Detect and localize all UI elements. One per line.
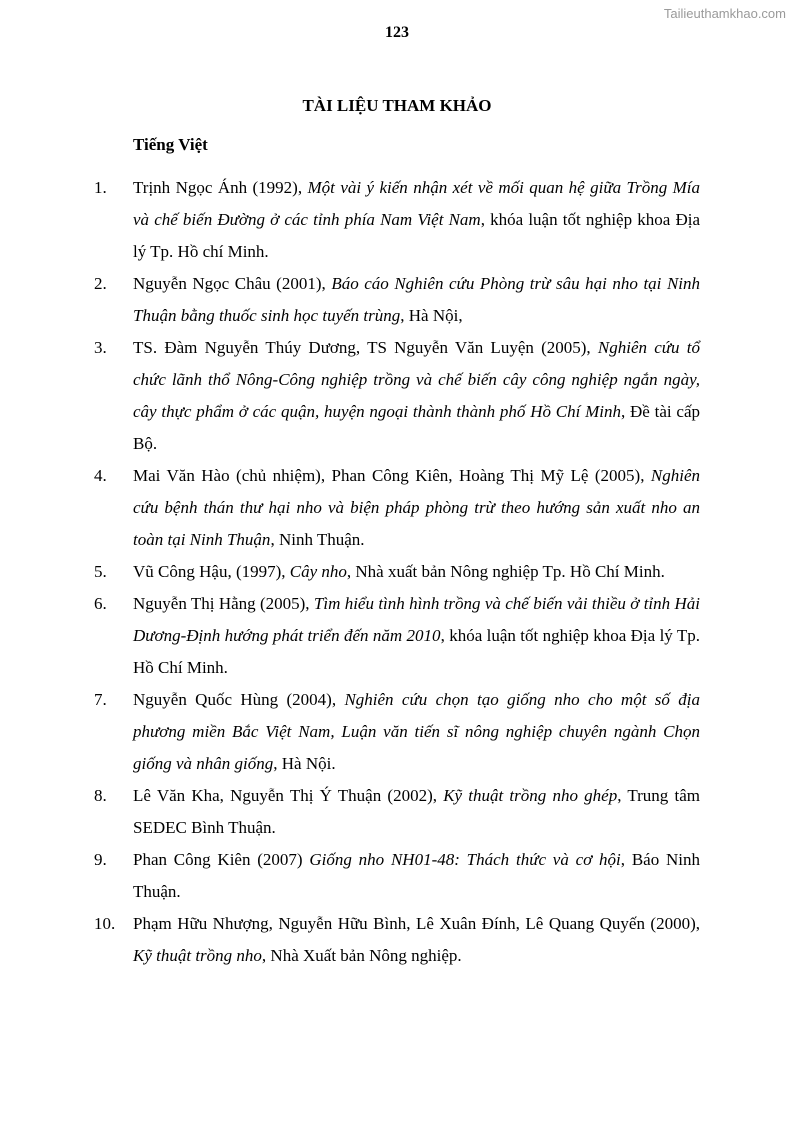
reference-title: Nghiên cứu tổ chức lãnh thổ Nông-Công nghiệp trồng và chế biến cây công nghiệp ngắn ngày, cây thực phẩm ở các quận, huyện ngoại thành thành phố Hồ Chí Minh <box>133 338 700 421</box>
reference-title: Nghiên cứu bệnh thán thư hại nho và biện pháp phòng trừ theo hướng sản xuất nho an toàn tại Ninh Thuận <box>133 466 700 549</box>
reference-item <box>94 460 700 556</box>
reference-number: 1. <box>94 178 107 197</box>
reference-item <box>94 684 700 780</box>
reference-item <box>94 908 700 972</box>
reference-title: Nghiên cứu chọn tạo giống nho cho một số địa phương miền Bắc Việt Nam, Luận văn tiến sĩ nông nghiệp chuyên ngành Chọn giống và nhân giống <box>133 690 700 773</box>
reference-number: 7. <box>94 690 107 709</box>
reference-item <box>94 172 700 268</box>
watermark: Tailieuthamkhao.com <box>663 6 786 21</box>
reference-number: 8. <box>94 786 107 805</box>
reference-text: Phạm Hữu Nhượng, Nguyễn Hữu Bình, Lê Xuân Đính, Lê Quang Quyến (2000), Kỹ thuật trồng nho, Nhà Xuất bản Nông nghiệp. <box>133 914 700 965</box>
reference-item <box>94 844 700 908</box>
reference-title: Báo cáo Nghiên cứu Phòng trừ sâu hại nho tại Ninh Thuận bằng thuốc sinh học tuyến trùng <box>133 274 701 325</box>
reference-title: Giống nho NH01-48: Thách thức và cơ hội <box>309 850 621 869</box>
reference-item <box>94 780 700 844</box>
reference-text: Phan Công Kiên (2007) Giống nho NH01-48: Thách thức và cơ hội, Báo Ninh Thuận. <box>133 850 700 901</box>
reference-number: 10. <box>94 914 116 933</box>
reference-text: Trịnh Ngọc Ánh (1992), Một vài ý kiến nhận xét về mối quan hệ giữa Trồng Mía và chế biến Đường ở các tỉnh phía Nam Việt Nam, khóa luận tốt nghiệp khoa Địa lý Tp. Hồ chí Minh. <box>133 178 700 261</box>
reference-text: TS. Đàm Nguyễn Thúy Dương, TS Nguyễn Văn Luyện (2005), Nghiên cứu tổ chức lãnh thổ Nông-Công nghiệp trồng và chế biến cây công nghiệp ngắn ngày, cây thực phẩm ở các quận, huyện ngoại thành thành phố Hồ Chí Minh, Đề tài cấp Bộ. <box>133 338 701 453</box>
reference-number: 6. <box>94 594 107 613</box>
reference-title: Tìm hiểu tình hình trồng và chế biến vải thiều ở tỉnh Hải Dương-Định hướng phát triển đến năm 2010 <box>133 594 700 645</box>
reference-title: Một vài ý kiến nhận xét về mối quan hệ giữa Trồng Mía và chế biến Đường ở các tỉnh phía Nam Việt Nam <box>133 178 700 229</box>
reference-text: Nguyễn Quốc Hùng (2004), Nghiên cứu chọn tạo giống nho cho một số địa phương miền Bắc Việt Nam, Luận văn tiến sĩ nông nghiệp chuyên ngành Chọn giống và nhân giống, Hà Nội. <box>133 690 700 773</box>
reference-text: Lê Văn Kha, Nguyễn Thị Ý Thuận (2002), Kỹ thuật trồng nho ghép, Trung tâm SEDEC Bình Thuận. <box>133 786 700 837</box>
reference-number: 5. <box>94 562 107 581</box>
reference-number: 9. <box>94 850 107 869</box>
reference-title: Kỹ thuật trồng nho ghép <box>443 786 618 805</box>
reference-list <box>94 172 700 972</box>
page-number: 123 <box>385 24 409 41</box>
section-heading: Tiếng Việt <box>133 135 208 154</box>
reference-item <box>94 332 700 460</box>
reference-text: Nguyễn Thị Hằng (2005), Tìm hiểu tình hình trồng và chế biến vải thiều ở tỉnh Hải Dương-Định hướng phát triển đến năm 2010, khóa luận tốt nghiệp khoa Địa lý Tp. Hồ Chí Minh. <box>133 594 701 677</box>
reference-item <box>94 556 700 588</box>
reference-text: Nguyễn Ngọc Châu (2001), Báo cáo Nghiên cứu Phòng trừ sâu hại nho tại Ninh Thuận bằng thuốc sinh học tuyến trùng, Hà Nội, <box>133 274 701 325</box>
reference-title: Kỹ thuật trồng nho <box>133 946 262 965</box>
reference-number: 2. <box>94 274 107 293</box>
reference-title: Cây nho <box>289 562 347 581</box>
reference-text: Mai Văn Hào (chủ nhiệm), Phan Công Kiên, Hoàng Thị Mỹ Lệ (2005), Nghiên cứu bệnh thán thư hại nho và biện pháp phòng trừ theo hướng sản xuất nho an toàn tại Ninh Thuận, Ninh Thuận. <box>133 466 700 549</box>
reference-item <box>94 588 700 684</box>
reference-number: 4. <box>94 466 107 485</box>
reference-number: 3. <box>94 338 107 357</box>
page-title: TÀI LIỆU THAM KHẢO <box>302 96 492 115</box>
reference-text: Vũ Công Hậu, (1997), Cây nho, Nhà xuất bản Nông nghiệp Tp. Hồ Chí Minh. <box>133 562 665 581</box>
reference-item <box>94 268 700 332</box>
